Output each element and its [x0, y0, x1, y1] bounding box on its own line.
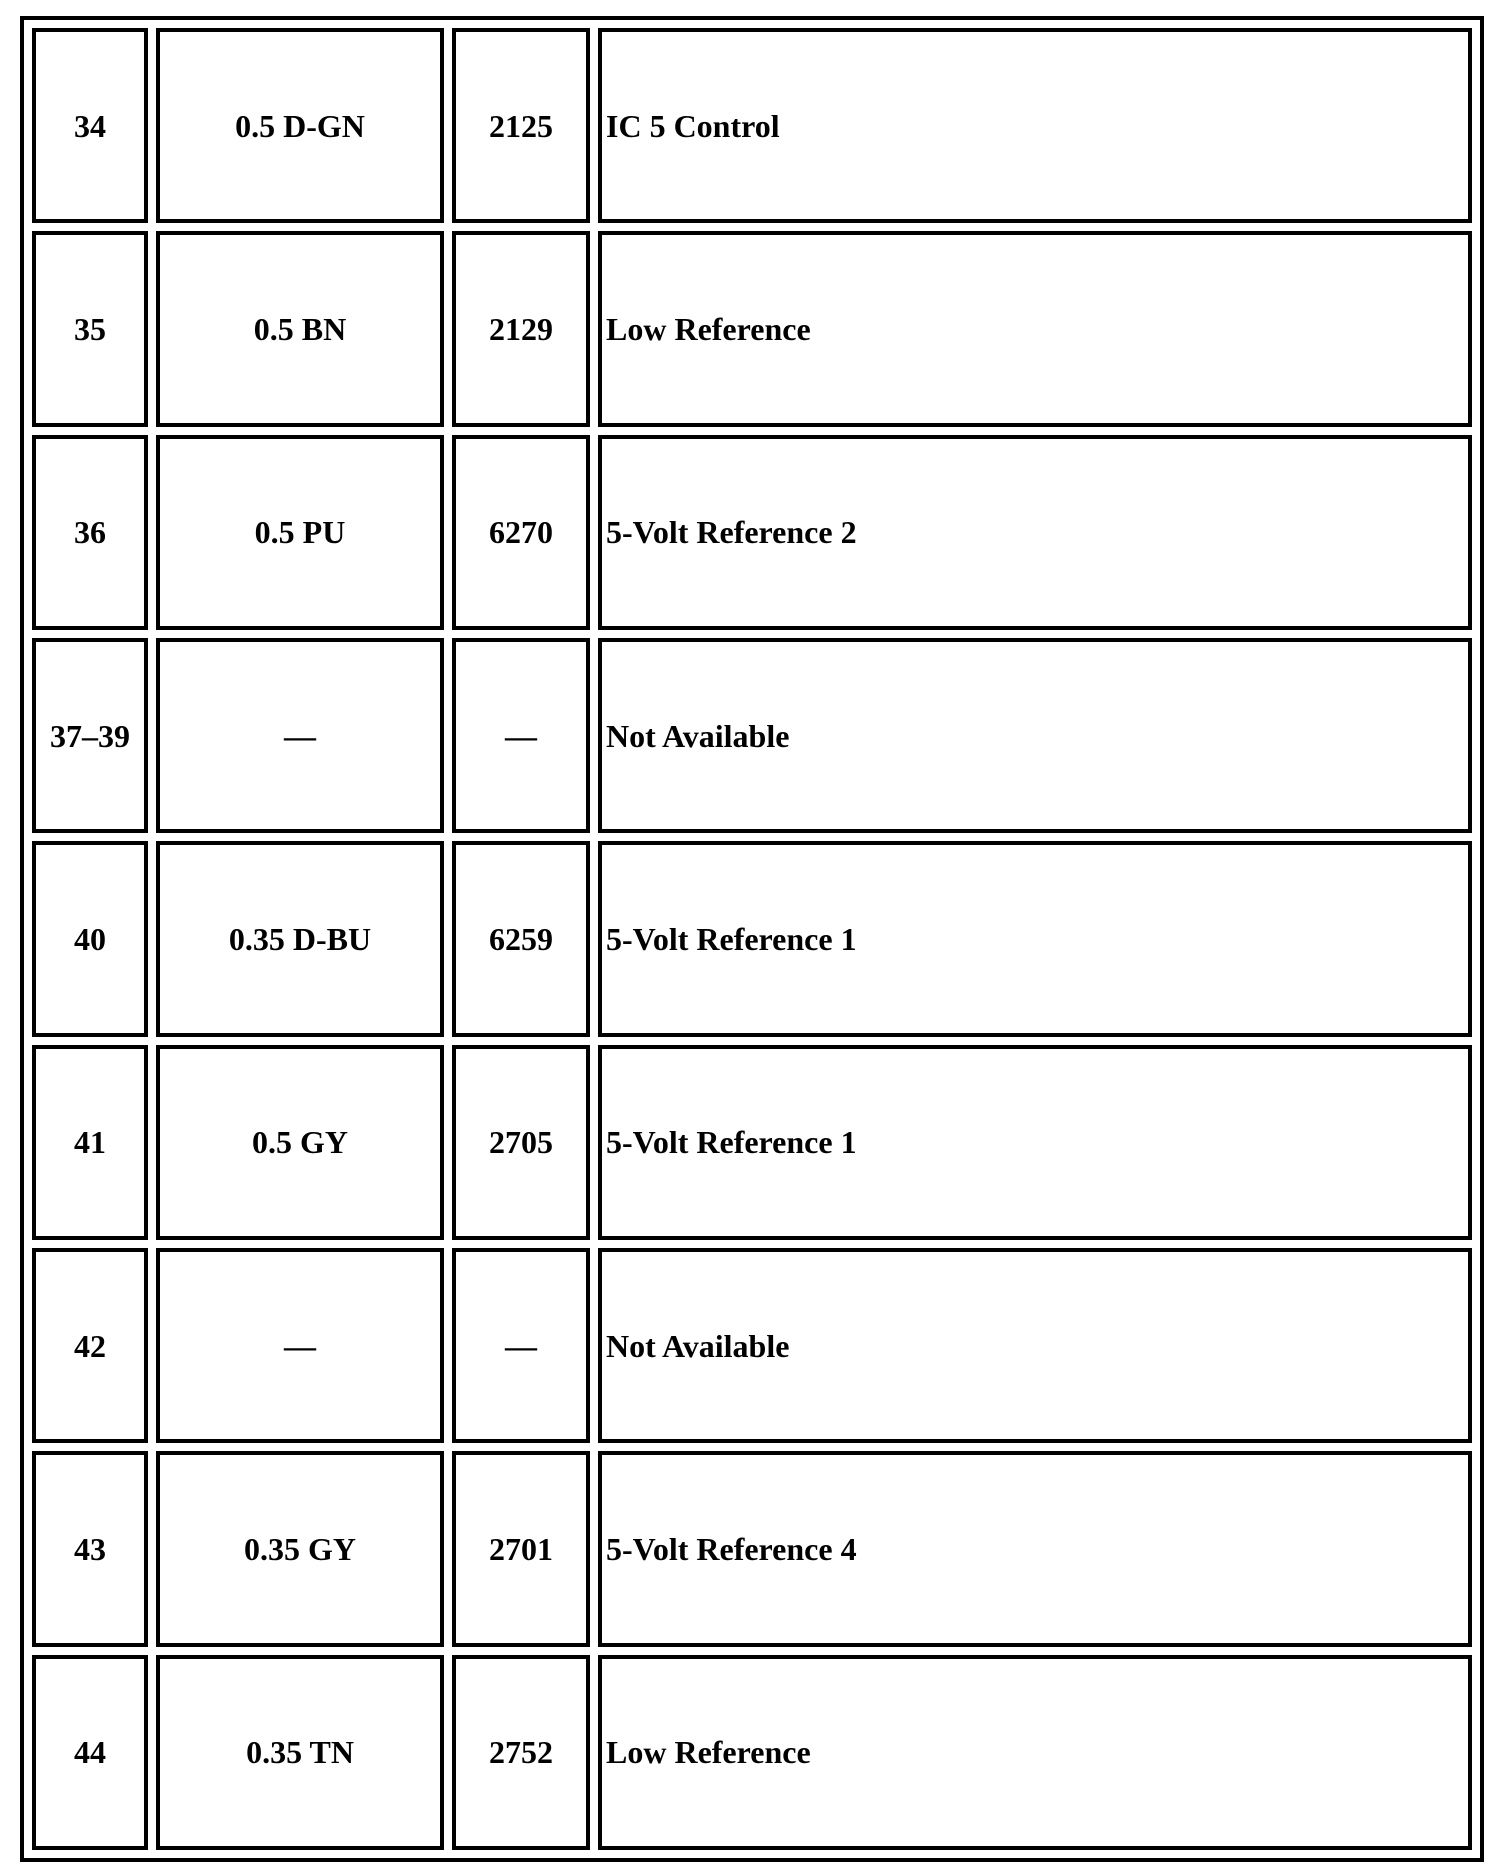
- table-row: [32, 1248, 1472, 1443]
- table-row: [32, 638, 1472, 833]
- table-row: [32, 841, 1472, 1036]
- pin-table: [20, 16, 1484, 1862]
- table-row: [32, 231, 1472, 426]
- pin-cell: 40: [32, 841, 148, 1036]
- function-cell: Low Reference: [598, 1655, 1472, 1850]
- circuit-cell: 2129: [452, 231, 590, 426]
- function-cell: Not Available: [598, 1248, 1472, 1443]
- function-cell: Not Available: [598, 638, 1472, 833]
- document-page: [20, 16, 1484, 1862]
- pin-cell: 34: [32, 28, 148, 223]
- wire-cell: —: [156, 1248, 444, 1443]
- table-row: [32, 435, 1472, 630]
- circuit-cell: 2125: [452, 28, 590, 223]
- pin-cell: 43: [32, 1451, 148, 1646]
- wire-cell: 0.35 D-BU: [156, 841, 444, 1036]
- pin-cell: 42: [32, 1248, 148, 1443]
- wire-cell: 0.5 D-GN: [156, 28, 444, 223]
- wire-cell: 0.35 TN: [156, 1655, 444, 1850]
- table-row: [32, 1451, 1472, 1646]
- pin-cell: 37–39: [32, 638, 148, 833]
- pin-table-body: [32, 28, 1472, 1850]
- circuit-cell: 6270: [452, 435, 590, 630]
- wire-cell: 0.35 GY: [156, 1451, 444, 1646]
- circuit-cell: 2705: [452, 1045, 590, 1240]
- function-cell: 5-Volt Reference 4: [598, 1451, 1472, 1646]
- circuit-cell: —: [452, 638, 590, 833]
- pin-cell: 44: [32, 1655, 148, 1850]
- wire-cell: 0.5 BN: [156, 231, 444, 426]
- table-row: [32, 1655, 1472, 1850]
- wire-cell: —: [156, 638, 444, 833]
- table-row: [32, 1045, 1472, 1240]
- circuit-cell: 6259: [452, 841, 590, 1036]
- circuit-cell: —: [452, 1248, 590, 1443]
- function-cell: IC 5 Control: [598, 28, 1472, 223]
- wire-cell: 0.5 GY: [156, 1045, 444, 1240]
- function-cell: 5-Volt Reference 1: [598, 1045, 1472, 1240]
- circuit-cell: 2752: [452, 1655, 590, 1850]
- wire-cell: 0.5 PU: [156, 435, 444, 630]
- circuit-cell: 2701: [452, 1451, 590, 1646]
- pin-cell: 41: [32, 1045, 148, 1240]
- table-row: [32, 28, 1472, 223]
- function-cell: 5-Volt Reference 2: [598, 435, 1472, 630]
- pin-cell: 35: [32, 231, 148, 426]
- function-cell: Low Reference: [598, 231, 1472, 426]
- pin-cell: 36: [32, 435, 148, 630]
- function-cell: 5-Volt Reference 1: [598, 841, 1472, 1036]
